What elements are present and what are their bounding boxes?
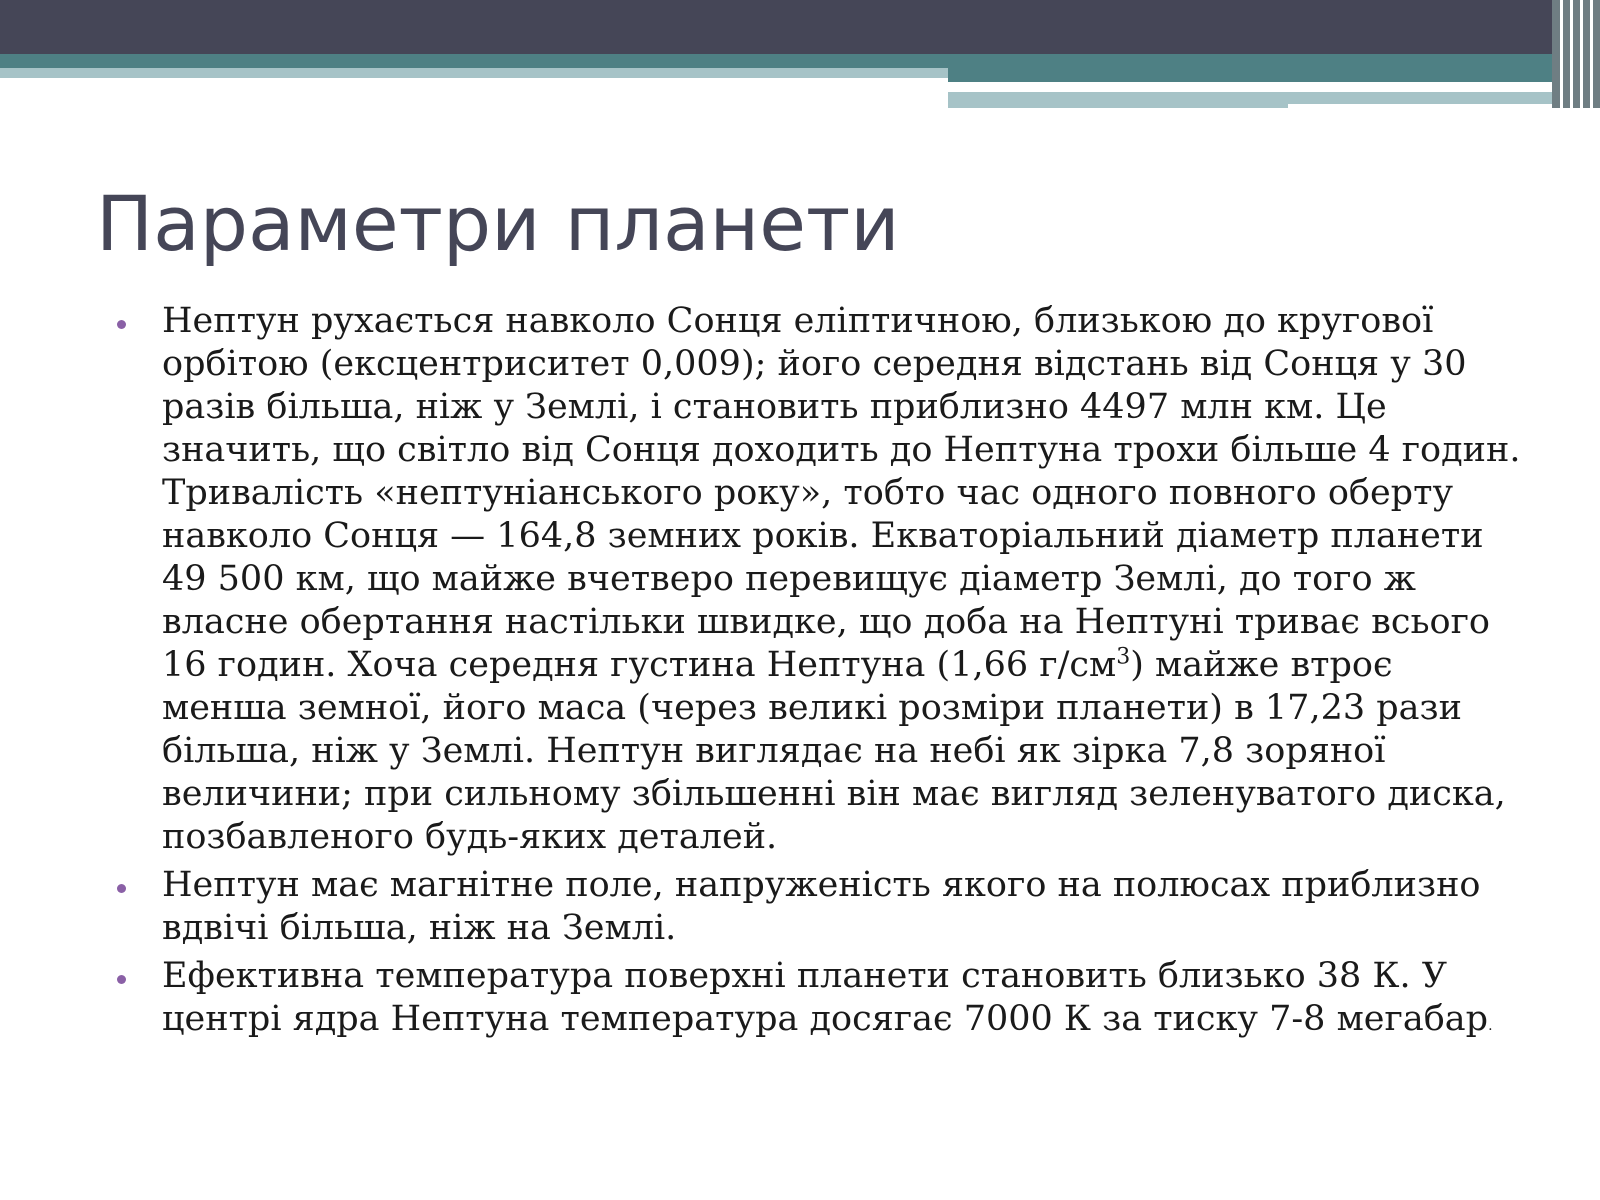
header-right-light-band-thin bbox=[1288, 92, 1552, 104]
bullet-item-temperature bbox=[104, 955, 1524, 1048]
bullet-text-part: ) майже втроє менша земної, його маса (через великі розміри планети) в 17,23 рази більша, ніж у Землі. Нептун виглядає на небі як зірка 7,8 зоряної величини; при сильному збільшенні він має вигляд зеленуватого диска, позбавленого будь-яких деталей. bbox=[162, 645, 1506, 857]
superscript: 3 bbox=[1116, 644, 1131, 670]
bullet-text: Нептун має магнітне поле, напруженість якого на полюсах приблизно вдвічі більша, ніж на Землі. bbox=[162, 865, 1481, 948]
corner-stripe bbox=[1580, 0, 1583, 108]
bullet-dot-icon bbox=[117, 320, 126, 329]
corner-stripe bbox=[1560, 0, 1563, 108]
header-teal-band bbox=[0, 54, 948, 68]
corner-stripe bbox=[1570, 0, 1573, 108]
bullet-text-part: Ефективна температура поверхні планети становить близько 38 К. У центрі ядра Нептуна температура досягає 7000 К за тиску 7-8 мегабар bbox=[162, 956, 1489, 1039]
bullet-list bbox=[104, 300, 1524, 1053]
bullet-text-part: Нептун рухається навколо Сонця еліптичною, близькою до кругової орбітою (ексцентриситет 0,009); його середня відстань від Сонця у 30 разів більша, ніж у Землі, і становить приблизно 4497 млн км. Це значить, що світло від Сонця доходить до Нептуна трохи більше 4 годин. Тривалість «нептуніанського року», тобто час одного повного оберту навколо Сонця — 164,8 земних років. Екваторіальний діаметр планети 49 500 км, що майже вчетверо перевищує діаметр Землі, до того ж власне обертання настільки швидке, що доба на Нептуні триває всього 16 годин. Хоча середня густина Нептуна (1,66 г/см bbox=[162, 301, 1521, 685]
header-corner-stripes bbox=[1552, 0, 1600, 108]
slide-title: Параметри планети bbox=[96, 179, 900, 268]
bullet-item-magnetic-field bbox=[104, 864, 1524, 950]
trailing-period: . bbox=[1488, 1018, 1493, 1034]
header-right-light-band bbox=[948, 92, 1288, 108]
bullet-text bbox=[162, 955, 1524, 1048]
header-light-band bbox=[0, 68, 948, 78]
header-right-teal-band bbox=[948, 54, 1552, 82]
corner-stripe bbox=[1590, 0, 1593, 108]
bullet-text bbox=[162, 300, 1524, 859]
bullet-dot-icon bbox=[117, 884, 126, 893]
bullet-dot-icon bbox=[117, 975, 126, 984]
bullet-item-orbit bbox=[104, 300, 1524, 859]
header-dark-band bbox=[0, 0, 1600, 54]
